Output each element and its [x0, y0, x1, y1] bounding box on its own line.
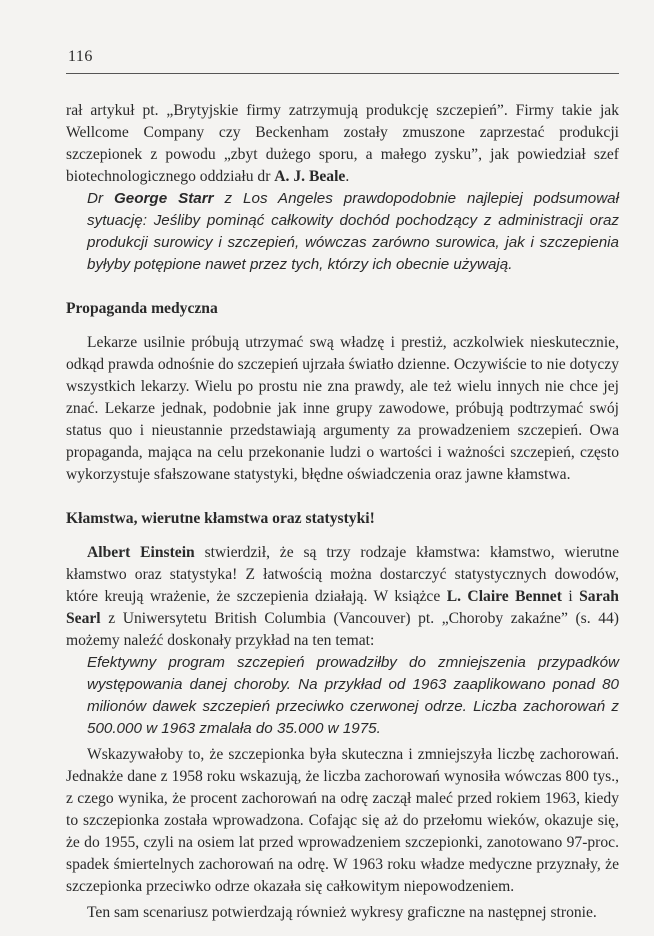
section-heading: Propaganda medyczna [66, 300, 218, 317]
author-name: Sarah Searl [66, 588, 619, 627]
header-rule [66, 73, 619, 74]
author-name: L. Claire Bennet [446, 588, 562, 605]
starr-quote: Dr George Starr z Los Angeles prawdopodobnie najlepiej podsumował sytuację: Jeśliby pominąć całkowity dochód pochodzący z administracji oraz produkcji surowicy i szczepień, wówczas zarówno surowica, jak i szczepienia byłyby potępione nawet przez tych, którzy ich obecnie używają. [87, 190, 619, 273]
quoted-person: George Starr [113, 190, 214, 207]
page-body [66, 100, 619, 924]
page-number: 116 [68, 48, 93, 65]
body-paragraph: Ten sam scenariusz potwierdzają również wykresy graficzne na następnej stronie. [87, 904, 597, 921]
intro-paragraph: rał artykuł pt. „Brytyjskie firmy zatrzymują produkcję szczepień”. Firmy takie jak Wellcome Company czy Beckenham zostały zmuszone zaprzestać produkcji szczepionek z powodu „zbyt dużego sporu, a małego zysku”, jak powiedział szef biotechnologicznego oddziału dr A. J. Beale. [66, 102, 619, 185]
body-paragraph: Albert Einstein stwierdził, że są trzy rodzaje kłamstwa: kłamstwo, wierutne kłamstwo oraz statystyka! Z łatwością można dostarczyć statystycznych dowodów, które kreują wrażenie, że szczepienia działają. W książce L. Claire Bennet i Sarah Searl z Uniwersytetu British Columbia (Vancouver) pt. „Choroby zakaźne” (s. 44) możemy naleźć doskonały przykład na ten temat: [66, 544, 619, 649]
section-lies [66, 508, 619, 924]
author-name: A. J. Beale [274, 168, 346, 185]
body-paragraph: Wskazywałoby to, że szczepionka była skuteczna i zmniejszyła liczbę zachorowań. Jednakże dane z 1958 roku wskazują, że liczba zachorowań wynosiła wówczas 800 tys., z czego wynika, że procent zachorowań na odrę zaczął maleć przed rokiem 1963, kiedy to szczepionka została wprowadzona. Cofając się aż do przełomu wieków, okazuje się, że do 1955, czyli na osiem lat przed wprowadzeniem szczepionki, zanotowano 97-proc. spadek śmiertelnych zachorowań na odrę. W 1963 roku władze medyczne przyznały, że szczepionka przeciwko odrze okazała się całkowitym niepowodzeniem. [66, 746, 619, 895]
body-paragraph: Lekarze usilnie próbują utrzymać swą władzę i prestiż, aczkolwiek nieskutecznie, odkąd prawda odnośnie do szczepień ujrzała światło dzienne. Oczywiście to nie dotyczy wszystkich lekarzy. Wielu po prostu nie zna prawdy, ale też wielu innych nie chce jej znać. Lekarze jednak, podobnie jak inne grupy zawodowe, próbują podtrzymać swój status quo i nieustannie przedstawiają argumenty za prowadzeniem szczepień. Owa propaganda, mająca na celu przekonanie ludzi o wartości i ważności szczepień, często wykorzystuje sfałszowane statystyki, błędne oświadczenia oraz jawne kłamstwa. [66, 334, 619, 483]
person-name: Albert Einstein [87, 544, 195, 561]
book-quote: Efektywny program szczepień prowadziłby do zmniejszenia przypadków występowania danej choroby. Na przykład od 1963 zaaplikowano ponad 80 milionów dawek szczepień przeciwko czerwonej odrze. Liczba zachorowań z 500.000 w 1963 zmalała do 35.000 w 1975. [87, 654, 619, 737]
section-heading: Kłamstwa, wierutne kłamstwa oraz statystyki! [66, 510, 375, 527]
section-propaganda [66, 298, 619, 486]
